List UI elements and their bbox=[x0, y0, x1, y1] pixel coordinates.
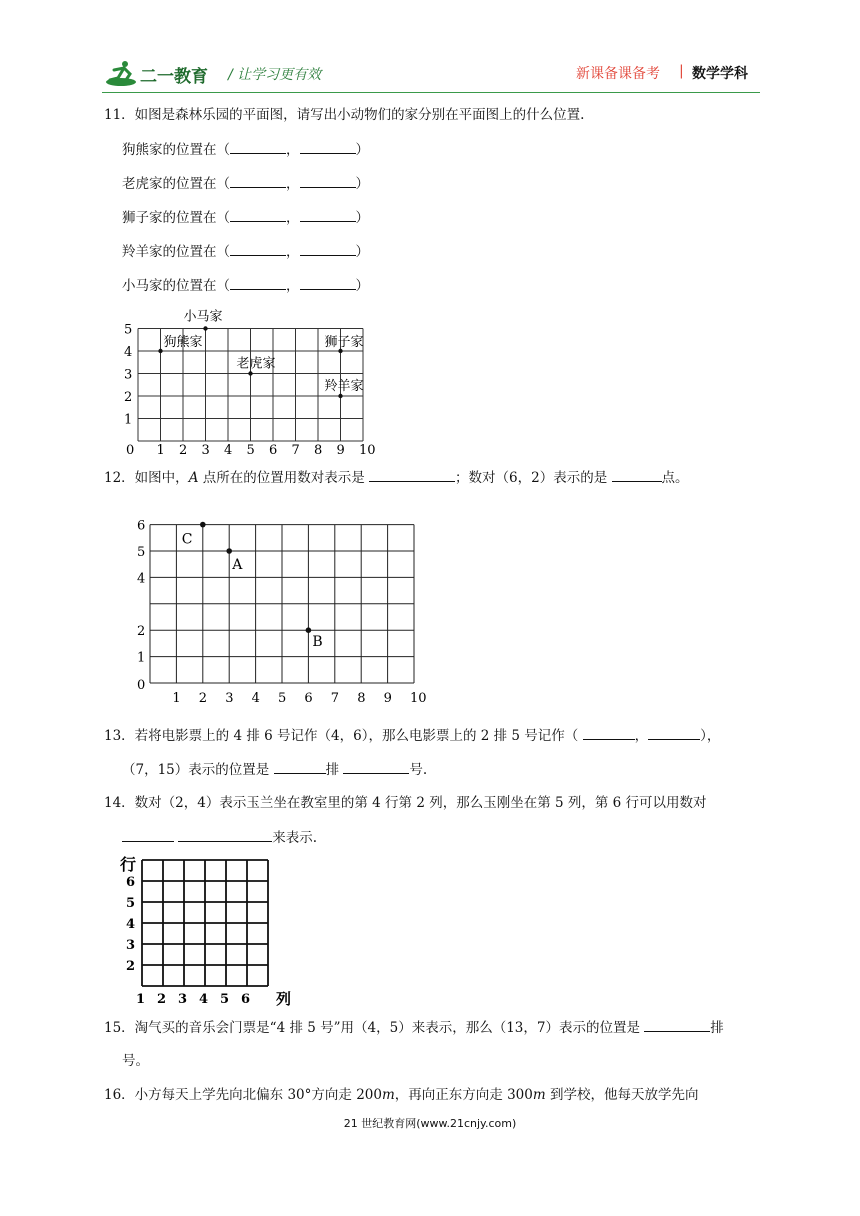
x-tick-label: 2 bbox=[157, 992, 167, 1007]
y-tick-label: 3 bbox=[124, 367, 133, 383]
q15-line2: 号。 bbox=[122, 1053, 149, 1069]
answer-blank bbox=[369, 467, 455, 482]
map-point bbox=[158, 349, 162, 353]
answer-blank bbox=[612, 467, 662, 482]
runner-icon bbox=[106, 61, 136, 86]
point-a-label: A bbox=[188, 470, 199, 486]
q11-line-label: 老虎家的位置在（ bbox=[122, 176, 230, 192]
q11-line: 羚羊家的位置在（ ， ） bbox=[122, 241, 369, 262]
y-tick-label: 5 bbox=[124, 322, 133, 338]
y-tick-label: 6 bbox=[126, 875, 136, 890]
answer-blank bbox=[230, 241, 286, 256]
x-tick-label: 5 bbox=[246, 443, 255, 458]
q11-line-label: 羚羊家的位置在（ bbox=[122, 244, 230, 260]
y-tick-label: 4 bbox=[124, 345, 133, 360]
header-separator: | bbox=[679, 63, 684, 79]
grid-point-label: A bbox=[232, 557, 243, 573]
x-tick-label: 4 bbox=[199, 992, 209, 1007]
header-course-label: 新课备课备考 bbox=[576, 66, 660, 82]
x-tick-label: 2 bbox=[179, 443, 188, 458]
x-tick-label: 1 bbox=[172, 691, 181, 706]
x-tick-label: 1 bbox=[136, 992, 146, 1007]
answer-blank bbox=[230, 173, 286, 188]
coordinate-grid-12 bbox=[130, 515, 430, 710]
x-tick-label: 9 bbox=[336, 443, 345, 458]
grid-point-label: C bbox=[181, 531, 193, 548]
grid-point-label: B bbox=[312, 634, 323, 651]
map-point bbox=[203, 326, 207, 330]
x-tick-label: 3 bbox=[225, 691, 234, 706]
x-tick-label: 7 bbox=[330, 691, 340, 706]
row-axis-title: 行 bbox=[120, 855, 137, 874]
y-tick-label: 3 bbox=[126, 938, 136, 953]
x-tick-label: 3 bbox=[178, 992, 188, 1007]
y-tick-label: 1 bbox=[124, 412, 133, 428]
page-footer: 21 世纪教育网(www.21cnjy.com) bbox=[343, 1117, 517, 1130]
map-point-label: 小马家 bbox=[183, 309, 223, 325]
q11-line-label: 狮子家的位置在（ bbox=[122, 210, 230, 226]
x-tick-label: 10 bbox=[359, 443, 376, 458]
header-subject-label: 数学学科 bbox=[692, 66, 748, 82]
y-tick-label: 5 bbox=[126, 896, 136, 911]
answer-blank bbox=[274, 759, 326, 774]
map-point bbox=[338, 394, 342, 398]
x-tick-label: 1 bbox=[156, 443, 165, 458]
q12-stem: 12．如图中，A 点所在的位置用数对表示是 ；数对（6，2）表示的是 点。 bbox=[104, 467, 689, 488]
x-tick-label: 6 bbox=[269, 443, 278, 458]
q11-line: 老虎家的位置在（ ， ） bbox=[122, 173, 369, 194]
y-tick-label: 5 bbox=[137, 545, 146, 560]
answer-blank bbox=[178, 827, 272, 842]
answer-blank bbox=[583, 725, 635, 740]
y-tick-label: 2 bbox=[126, 959, 136, 974]
y-tick-label: 0 bbox=[137, 678, 146, 693]
y-tick-label: 4 bbox=[126, 917, 136, 932]
x-tick-label: 0 bbox=[126, 443, 135, 458]
grid-point bbox=[226, 548, 232, 554]
x-tick-label: 4 bbox=[224, 443, 233, 458]
answer-blank bbox=[300, 275, 356, 290]
q15-line1: 15．淘气买的音乐会门票是“4 排 5 号”用（4，5）来表示，那么（13，7）表示的位置是 排 bbox=[104, 1017, 724, 1038]
y-tick-label: 2 bbox=[124, 390, 133, 405]
answer-blank bbox=[300, 241, 356, 256]
q14-line1: 14．数对（2，4）表示玉兰坐在教室里的第 4 行第 2 列，那么玉刚坐在第 5 列，第 6 行可以用数对 bbox=[104, 795, 707, 811]
q16-line1: 16．小方每天上学先向北偏东 30°方向走 200m，再向正东方向走 300m 到学校，他每天放学先向 bbox=[104, 1087, 699, 1103]
x-tick-label: 10 bbox=[410, 691, 427, 706]
header-slogan: / 让学习更有效 bbox=[228, 67, 322, 83]
map-point-label: 羚羊家 bbox=[324, 379, 364, 394]
answer-blank bbox=[230, 275, 286, 290]
answer-blank bbox=[300, 173, 356, 188]
answer-blank bbox=[230, 207, 286, 222]
forest-park-map bbox=[118, 300, 378, 458]
grid-point bbox=[200, 522, 206, 528]
q13-line2: （7，15）表示的位置是 排 号. bbox=[122, 759, 427, 780]
map-point-label: 狗熊家 bbox=[163, 335, 203, 350]
x-tick-label: 6 bbox=[304, 691, 313, 706]
y-tick-label: 2 bbox=[137, 624, 146, 640]
q13-line1: 13．若将电影票上的 4 排 6 号记作（4，6），那么电影票上的 2 排 5 号记作（ ， ）， bbox=[104, 725, 720, 746]
header-divider bbox=[102, 92, 760, 93]
answer-blank bbox=[300, 139, 356, 154]
y-tick-label: 4 bbox=[137, 571, 146, 587]
x-tick-label: 3 bbox=[201, 443, 210, 458]
answer-blank bbox=[230, 139, 286, 154]
x-tick-label: 2 bbox=[198, 691, 208, 706]
grid-point bbox=[306, 627, 312, 633]
q11-line: 狗熊家的位置在（ ， ） bbox=[122, 139, 369, 160]
q11-line: 狮子家的位置在（ ， ） bbox=[122, 207, 369, 228]
y-tick-label: 6 bbox=[137, 518, 146, 534]
answer-blank bbox=[343, 759, 409, 774]
x-tick-label: 4 bbox=[251, 691, 260, 706]
q11-line-label: 狗熊家的位置在（ bbox=[122, 142, 230, 158]
x-tick-label: 5 bbox=[220, 992, 230, 1007]
column-axis-title: 列 bbox=[276, 990, 292, 1008]
x-tick-label: 8 bbox=[357, 691, 366, 706]
q11-line-label: 小马家的位置在（ bbox=[122, 278, 230, 294]
x-tick-label: 8 bbox=[314, 443, 323, 458]
map-point bbox=[248, 371, 252, 375]
classroom-seat-grid bbox=[118, 852, 292, 1008]
x-tick-label: 7 bbox=[291, 443, 300, 458]
logo-text: 二一教育 bbox=[140, 67, 208, 87]
q14-line2: 来表示. bbox=[122, 827, 317, 848]
answer-blank bbox=[122, 827, 174, 842]
answer-blank bbox=[644, 1017, 710, 1032]
q11-stem: 11．如图是森林乐园的平面图，请写出小动物们的家分别在平面图上的什么位置. bbox=[104, 107, 585, 123]
x-tick-label: 5 bbox=[278, 691, 287, 706]
brand-logo bbox=[104, 58, 239, 92]
y-tick-label: 1 bbox=[137, 650, 146, 666]
x-tick-label: 6 bbox=[241, 992, 251, 1007]
x-tick-label: 9 bbox=[383, 691, 392, 706]
answer-blank bbox=[648, 725, 700, 740]
map-point-label: 狮子家 bbox=[324, 335, 364, 350]
map-point-label: 老虎家 bbox=[236, 356, 276, 372]
answer-blank bbox=[300, 207, 356, 222]
q11-line: 小马家的位置在（ ， ） bbox=[122, 275, 369, 296]
